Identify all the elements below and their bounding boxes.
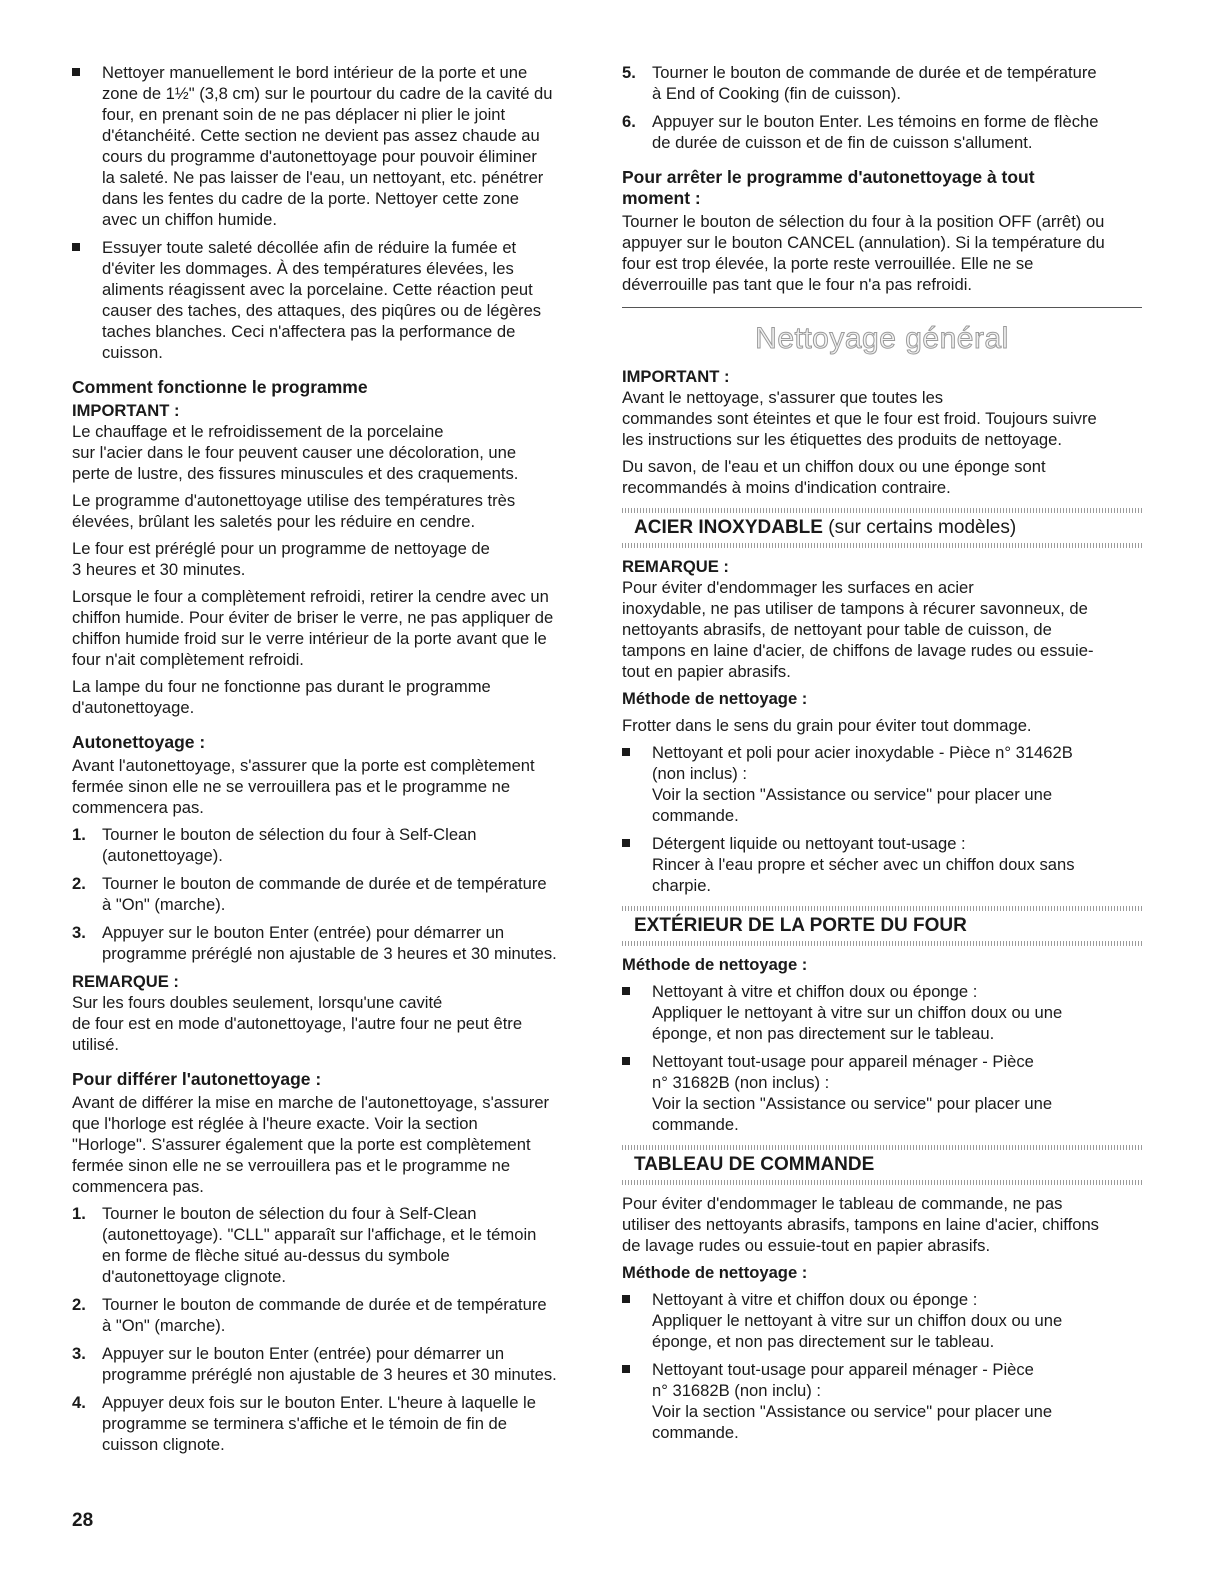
text-line: Tourner le bouton de sélection du four à la position OFF (arrêt) ou <box>622 212 1105 231</box>
text-line: Tourner le bouton de sélection du four à Self-Clean <box>102 1204 477 1223</box>
text-line: commande. <box>652 806 739 825</box>
text-line: en forme de flèche situé au-dessus du symbole <box>102 1246 450 1265</box>
text-line: tampons en laine d'acier, de chiffons de lavage rudes ou essuie- <box>622 641 1094 660</box>
left-column <box>72 62 592 1462</box>
text-line: Nettoyer manuellement le bord intérieur de la porte et une <box>102 63 528 82</box>
text-line: déverrouille pas tant que le four n'a pas refroidi. <box>622 275 973 294</box>
text-line: Nettoyant tout-usage pour appareil ménager - Pièce <box>652 1052 1034 1071</box>
text-line: four n'ait complètement refroidi. <box>72 650 304 669</box>
heading-autonettoyage: Autonettoyage : <box>72 732 206 752</box>
methode-label: Méthode de nettoyage : <box>622 1263 808 1282</box>
text-line: Tourner le bouton de commande de durée et de température <box>102 874 547 893</box>
step-number: 4. <box>72 1393 86 1412</box>
heading-programme: Comment fonctionne le programme <box>72 377 368 397</box>
tableau-bullets <box>622 1289 1142 1443</box>
exterieur-title: EXTÉRIEUR DE LA PORTE DU FOUR <box>634 915 967 936</box>
hatch-divider <box>622 1180 1142 1185</box>
important-note <box>72 400 592 484</box>
text-line: chiffon humide. Pour éviter de briser le verre, ne pas appliquer de <box>72 608 554 627</box>
step-number: 3. <box>72 1344 86 1363</box>
text-line: aliments réagissent avec la porcelaine. Cette réaction peut <box>102 280 533 299</box>
section-tableau <box>622 1145 1142 1185</box>
text-line: n° 31682B (non inclus) : <box>652 1073 830 1092</box>
paragraph <box>72 755 592 818</box>
step-number: 1. <box>72 825 86 844</box>
text-line: programme préréglé non ajustable de 3 heures et 30 minutes. <box>102 1365 557 1384</box>
text-line: Nettoyant à vitre et chiffon doux ou éponge : <box>652 1290 978 1309</box>
text-line: cours du programme d'autonettoyage pour pouvoir éliminer <box>102 147 537 166</box>
text-line: Nettoyant à vitre et chiffon doux ou éponge : <box>652 982 978 1001</box>
step-item <box>622 111 1142 153</box>
text-line: charpie. <box>652 876 712 895</box>
text-line: four, en prenant soin de ne pas déplacer ni plier le joint <box>102 105 506 124</box>
step-number: 3. <box>72 923 86 942</box>
text-line: dans les fentes du cadre de la porte. Nettoyer cette zone <box>102 189 519 208</box>
text-line: Détergent liquide ou nettoyant tout-usage : <box>652 834 966 853</box>
step-number: 5. <box>622 63 636 82</box>
text-line: moment : <box>622 188 701 208</box>
section-exterieur <box>622 906 1142 946</box>
bullet-item <box>622 742 1142 826</box>
section-title <box>622 513 1142 543</box>
text-line: Voir la section "Assistance ou service" pour placer une <box>652 1094 1053 1113</box>
paragraph <box>72 676 592 718</box>
bullet-item <box>622 1359 1142 1443</box>
text-line: appuyer sur le bouton CANCEL (annulation). Si la température du <box>622 233 1105 252</box>
text-line: de durée de cuisson et de fin de cuisson s'allument. <box>652 133 1033 152</box>
continued-steps <box>622 62 1142 153</box>
exterieur-bullets <box>622 981 1142 1135</box>
text-line: Rincer à l'eau propre et sécher avec un chiffon doux sans <box>652 855 1075 874</box>
text-line: tout en papier abrasifs. <box>622 662 791 681</box>
text-line: Le chauffage et le refroidissement de la porcelaine <box>72 422 444 441</box>
paragraph <box>72 538 592 580</box>
text-line: commencera pas. <box>72 1177 204 1196</box>
step-number: 2. <box>72 1295 86 1314</box>
text-line: perte de lustre, des fissures minuscules et des craquements. <box>72 464 519 483</box>
bullet-item <box>622 1289 1142 1352</box>
step-item <box>72 922 592 964</box>
text-line: Appuyer sur le bouton Enter. Les témoins en forme de flèche <box>652 112 1099 131</box>
text-line: (autonettoyage). "CLL" apparaît sur l'affichage, et le témoin <box>102 1225 537 1244</box>
step-item <box>72 873 592 915</box>
text-line: (non inclus) : <box>652 764 747 783</box>
text-line: Pour éviter d'endommager les surfaces en acier <box>622 578 974 597</box>
text-line: Nettoyant et poli pour acier inoxydable - Pièce n° 31462B <box>652 743 1073 762</box>
text-line: la saleté. Ne pas laisser de l'eau, un nettoyant, etc. pénétrer <box>102 168 544 187</box>
text-line: causer des taches, des attaques, des piqûres ou de légères <box>102 301 542 320</box>
remarque-text <box>72 992 592 1055</box>
autonettoyage-steps <box>72 824 592 964</box>
acier-bullets <box>622 742 1142 896</box>
text-line: cuisson clignote. <box>102 1435 225 1454</box>
text-line: Tourner le bouton de sélection du four à Self-Clean <box>102 825 477 844</box>
text-line: taches blanches. Ceci n'affectera pas la performance de <box>102 322 516 341</box>
text-line: d'étanchéité. Cette section ne devient pas assez chaude au <box>102 126 540 145</box>
text-line: d'autonettoyage clignote. <box>102 1267 286 1286</box>
text-line: commandes sont éteintes et que le four est froid. Toujours suivre <box>622 409 1097 428</box>
text-line: Tourner le bouton de commande de durée et de température <box>102 1295 547 1314</box>
text-line: commande. <box>652 1115 739 1134</box>
section-title <box>622 1150 1142 1180</box>
text-line: à "On" (marche). <box>102 1316 226 1335</box>
text-line: élevées, brûlant les saletés pour les réduire en cendre. <box>72 512 476 531</box>
text-line: Le programme d'autonettoyage utilise des températures très <box>72 491 516 510</box>
text-line: éponge, et non pas directement sur le tableau. <box>652 1024 995 1043</box>
text-line: les instructions sur les étiquettes des produits de nettoyage. <box>622 430 1062 449</box>
step-item <box>622 62 1142 104</box>
text-line: de four est en mode d'autonettoyage, l'autre four ne peut être <box>72 1014 523 1033</box>
text-line: utilisé. <box>72 1035 120 1054</box>
text-line: programme préréglé non ajustable de 3 heures et 30 minutes. <box>102 944 557 963</box>
text-line: fermée sinon elle ne se verrouillera pas et le programme ne <box>72 1156 511 1175</box>
step-item <box>72 1294 592 1336</box>
bullet-item <box>72 237 592 363</box>
text-line: d'autonettoyage. <box>72 698 195 717</box>
important-note <box>622 366 1142 450</box>
methode-label: Méthode de nettoyage : <box>622 955 808 974</box>
text-line: à End of Cooking (fin de cuisson). <box>652 84 902 103</box>
step-number: 1. <box>72 1204 86 1223</box>
step-item <box>72 1203 592 1287</box>
bullet-item <box>72 62 592 230</box>
hatch-divider <box>622 941 1142 946</box>
text-line: Appuyer sur le bouton Enter (entrée) pour démarrer un <box>102 923 505 942</box>
text-line: Appuyer deux fois sur le bouton Enter. L'heure à laquelle le <box>102 1393 536 1412</box>
text-line: d'éviter les dommages. À des températures élevées, les <box>102 259 514 278</box>
bullet-item <box>622 1051 1142 1135</box>
text-line: Voir la section "Assistance ou service" pour placer une <box>652 1402 1053 1421</box>
text-line: commencera pas. <box>72 798 204 817</box>
text-line: recommandés à moins d'indication contraire. <box>622 478 951 497</box>
text-line: Voir la section "Assistance ou service" pour placer une <box>652 785 1053 804</box>
text-line: 3 heures et 30 minutes. <box>72 560 246 579</box>
text-line: Sur les fours doubles seulement, lorsqu'une cavité <box>72 993 443 1012</box>
important-label: IMPORTANT : <box>72 401 180 420</box>
step-number: 2. <box>72 874 86 893</box>
text-line: Appliquer le nettoyant à vitre sur un chiffon doux ou une <box>652 1003 1063 1022</box>
important-text <box>72 421 592 484</box>
step-item <box>72 1392 592 1455</box>
step-item <box>72 1343 592 1385</box>
hatch-divider <box>622 543 1142 548</box>
remarque-label: REMARQUE : <box>622 557 729 576</box>
text-line: Du savon, de l'eau et un chiffon doux ou une éponge sont <box>622 457 1046 476</box>
remarque-note <box>622 556 1142 682</box>
step-number: 6. <box>622 112 636 131</box>
text-line: chiffon humide froid sur le verre intérieur de la porte avant que le <box>72 629 547 648</box>
paragraph <box>72 586 592 670</box>
text-line: Essuyer toute saleté décollée afin de réduire la fumée et <box>102 238 517 257</box>
text-line: Avant le nettoyage, s'assurer que toutes les <box>622 388 944 407</box>
text-line: avec un chiffon humide. <box>102 210 277 229</box>
text-line: n° 31682B (non inclu) : <box>652 1381 821 1400</box>
remarque-note <box>72 971 592 1055</box>
text-line: Appuyer sur le bouton Enter (entrée) pour démarrer un <box>102 1344 505 1363</box>
text-line: Nettoyant tout-usage pour appareil ménager - Pièce <box>652 1360 1034 1379</box>
text-line: Tourner le bouton de commande de durée et de température <box>652 63 1097 82</box>
differer-steps <box>72 1203 592 1455</box>
text-line: Le four est préréglé pour un programme de nettoyage de <box>72 539 490 558</box>
paragraph <box>72 1092 592 1197</box>
methode-label: Méthode de nettoyage : <box>622 689 808 708</box>
text-line: sur l'acier dans le four peuvent causer une décoloration, une <box>72 443 517 462</box>
paragraph: Frotter dans le sens du grain pour éviter tout dommage. <box>622 716 1032 735</box>
remarque-label: REMARQUE : <box>72 972 179 991</box>
text-line: Pour éviter d'endommager le tableau de commande, ne pas <box>622 1194 1063 1213</box>
text-line: que l'horloge est réglée à l'heure exacte. Voir la section <box>72 1114 478 1133</box>
right-column <box>622 62 1142 1450</box>
text-line: utiliser des nettoyants abrasifs, tampons en laine d'acier, chiffons <box>622 1215 1099 1234</box>
text-line: cuisson. <box>102 343 163 362</box>
text-line: "Horloge". S'assurer également que la porte est complètement <box>72 1135 531 1154</box>
important-text <box>622 387 1142 450</box>
text-line: Lorsque le four a complètement refroidi, retirer la cendre avec un <box>72 587 549 606</box>
text-line: La lampe du four ne fonctionne pas durant le programme <box>72 677 491 696</box>
text-line: commande. <box>652 1423 739 1442</box>
paragraph <box>622 211 1142 295</box>
text-line: Avant de différer la mise en marche de l'autonettoyage, s'assurer <box>72 1093 550 1112</box>
section-divider <box>622 307 1142 308</box>
text-line: programme se terminera s'affiche et le témoin de fin de <box>102 1414 507 1433</box>
page-number: 28 <box>72 1510 94 1531</box>
title-nettoyage-general: Nettoyage général <box>755 322 1009 355</box>
text-line: éponge, et non pas directement sur le tableau. <box>652 1332 995 1351</box>
text-line: (autonettoyage). <box>102 846 223 865</box>
text-line: à "On" (marche). <box>102 895 226 914</box>
paragraph <box>622 1193 1142 1256</box>
text-line: zone de 1½" (3,8 cm) sur le pourtour du cadre de la cavité du <box>102 84 553 103</box>
text-line: Appliquer le nettoyant à vitre sur un chiffon doux ou une <box>652 1311 1063 1330</box>
heading-arreter <box>622 167 1142 209</box>
bullet-item <box>622 981 1142 1044</box>
text-line: Avant l'autonettoyage, s'assurer que la porte est complètement <box>72 756 535 775</box>
bullet-item <box>622 833 1142 896</box>
text-line: fermée sinon elle ne se verrouillera pas et le programme ne <box>72 777 511 796</box>
tableau-title: TABLEAU DE COMMANDE <box>634 1154 875 1175</box>
text-line: de lavage rudes ou essuie-tout en papier abrasifs. <box>622 1236 991 1255</box>
text-line: nettoyants abrasifs, de nettoyant pour table de cuisson, de <box>622 620 1052 639</box>
acier-title: ACIER INOXYDABLE <box>634 517 823 538</box>
heading-differer: Pour différer l'autonettoyage : <box>72 1069 322 1089</box>
remarque-text <box>622 577 1142 682</box>
text-line: four est trop élevée, la porte reste verrouillée. Elle ne se <box>622 254 1034 273</box>
oven-door-bullets <box>72 62 592 363</box>
text-line: inoxydable, ne pas utiliser de tampons à récurer savonneux, de <box>622 599 1088 618</box>
acier-title-suffix: (sur certains modèles) <box>828 517 1017 538</box>
important-label: IMPORTANT : <box>622 367 730 386</box>
paragraph <box>72 490 592 532</box>
step-item <box>72 824 592 866</box>
text-line: Pour arrêter le programme d'autonettoyage à tout <box>622 167 1035 187</box>
paragraph <box>622 456 1142 498</box>
section-acier <box>622 508 1142 548</box>
section-title <box>622 911 1142 941</box>
